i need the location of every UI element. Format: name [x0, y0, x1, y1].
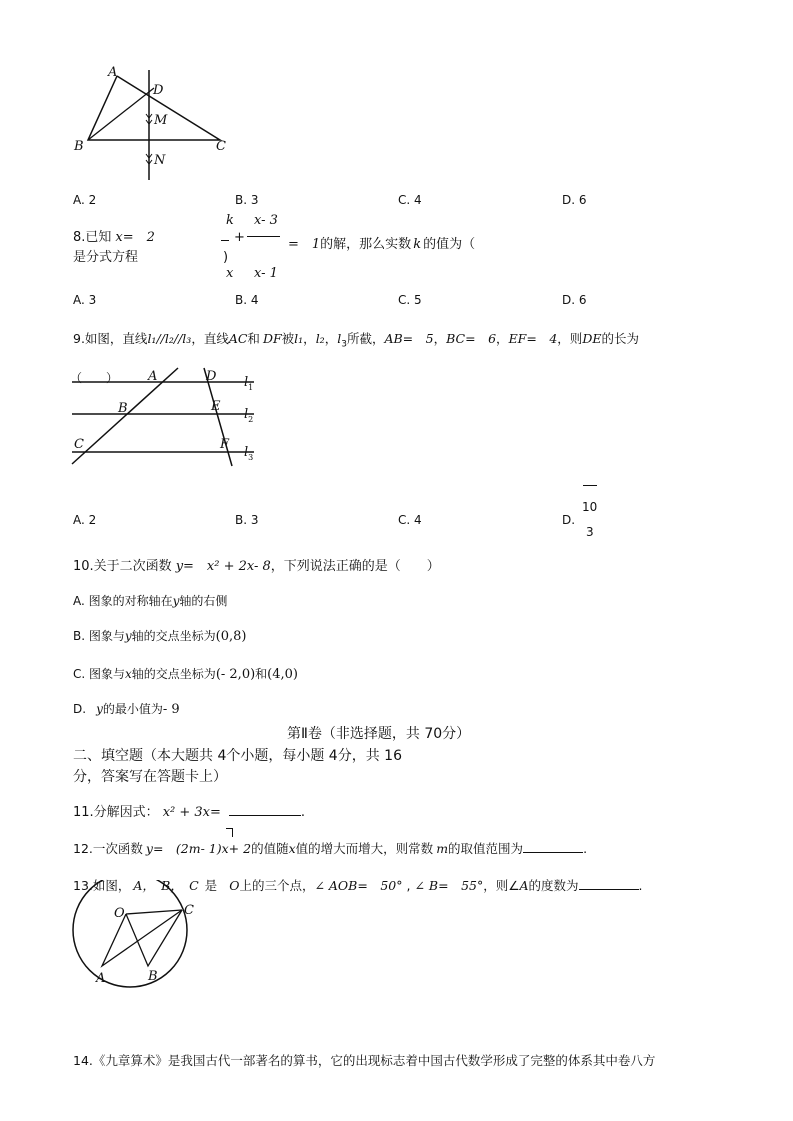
q12-bracket-mark — [226, 828, 233, 837]
label-o: O — [114, 906, 125, 921]
q10-eq: y= x² + 2x- 8 — [175, 559, 271, 574]
label-d: D — [153, 83, 164, 98]
q9-stem — [73, 329, 639, 350]
q9-frac-num: 10 — [582, 500, 598, 514]
q8-num-x3: x- 3 — [254, 213, 278, 228]
q9-option-a: A. 2 — [73, 513, 97, 527]
q8-tail-k: k — [413, 237, 422, 252]
q11 — [73, 801, 305, 820]
q10-d-y: y — [96, 702, 103, 716]
label-a: A — [148, 369, 158, 384]
q10-a-y: y — [172, 594, 180, 608]
q9-option-d: D. — [562, 513, 576, 527]
q9-option-b: B. 3 — [235, 513, 259, 527]
q12-dot: . — [583, 841, 588, 856]
q9-l1: l₁ — [294, 331, 304, 346]
q12-m: m — [436, 841, 449, 856]
q8-eq1: = 1 — [288, 237, 321, 252]
q10-c-pt2: (4,0) — [267, 667, 298, 682]
q11-text: 11.分解因式： — [73, 805, 159, 820]
q10-c-1: C. 图象与 — [73, 667, 126, 681]
q13-on: 上的三个点， — [239, 878, 315, 893]
q9-ze: ，则 — [557, 331, 583, 346]
q8-frac-bar-2 — [247, 236, 280, 237]
q10-c-x: x — [125, 667, 132, 681]
q9-lines: l₁//l₂//l₃ — [147, 331, 192, 346]
q13-then: ，则∠ — [483, 878, 520, 893]
q10-c-pt1: (- 2,0) — [215, 667, 256, 682]
label-d: D — [206, 369, 217, 384]
q9-comma2: ， — [324, 331, 338, 346]
q9-l3-sub: 3 — [341, 339, 347, 350]
q8-option-c: C. 5 — [398, 293, 422, 307]
section2-line2: 分，答案写在答题卡上） — [73, 769, 227, 785]
q12 — [73, 839, 587, 857]
q8-frac-bar-1 — [221, 240, 229, 241]
label-paren: （ ） — [70, 371, 119, 385]
triangle-figure-q7 — [70, 62, 240, 182]
parallel-lines-figure-q9 — [68, 362, 268, 472]
q9-comma4: ， — [496, 331, 509, 346]
q9-de: DE — [582, 331, 602, 346]
q10-b-pt: (0,8) — [215, 629, 247, 644]
q10-stem — [73, 555, 440, 574]
q11-end: . — [300, 805, 306, 820]
q10-c-and: 和 — [255, 667, 268, 681]
q10-d-val: - 9 — [162, 702, 180, 717]
q10-a-1: A. 图象的对称轴在 — [73, 594, 173, 608]
label-l1: $l_1$ — [244, 375, 254, 392]
q9-frac-den: 3 — [586, 525, 594, 539]
q8-x-eq: x= 2 — [115, 230, 155, 245]
label-c: C — [216, 139, 226, 154]
q8-equals — [288, 233, 475, 252]
q9-comma1: ， — [303, 331, 316, 346]
label-a: A — [96, 971, 106, 986]
q8-paren-close: ) — [223, 250, 229, 265]
section2-line1: 二、填空题（本大题共 4个小题，每小题 4分，共 16 — [73, 748, 402, 764]
q8-prefix — [73, 226, 155, 245]
q9-bei: 被 — [281, 331, 295, 346]
q9-cut: 所截， — [346, 331, 385, 346]
label-e: E — [211, 399, 221, 414]
q11-answer-blank[interactable] — [229, 803, 301, 816]
q9-frac-topbar — [583, 485, 597, 486]
q8-tail-b: 的值为（ — [423, 237, 476, 252]
q12-expr: y= (2m- 1)x+ 2 — [145, 841, 252, 856]
q8-option-a: A. 3 — [73, 293, 97, 307]
q10-option-c — [73, 665, 298, 682]
q7-option-b: B. 3 — [235, 193, 259, 207]
q9-df: DF — [262, 331, 282, 346]
q13-lead: 13.如图， — [73, 878, 131, 893]
q8-plus: + — [234, 230, 245, 245]
q12-answer-blank[interactable] — [523, 840, 583, 853]
q13-o: O — [229, 878, 240, 893]
q12-mid: 的值随 — [251, 841, 289, 856]
q12-end: 的取值范围为 — [448, 841, 524, 856]
q13-answer-blank[interactable] — [579, 877, 639, 890]
q10-lead: 10.关于二次函数 — [73, 559, 172, 574]
q9-ab: AB= 5 — [384, 331, 434, 346]
q9-ef: EF= 4 — [508, 331, 558, 346]
q7-option-d: D. 6 — [562, 193, 587, 207]
q10-tail: ，下列说法正确的是（ ） — [270, 559, 440, 574]
q8-den-x: x — [226, 266, 234, 281]
q10-option-d — [73, 700, 180, 717]
q10-b-y: y — [124, 629, 132, 643]
q8-option-d: D. 6 — [562, 293, 587, 307]
q7-option-c: C. 4 — [398, 193, 422, 207]
label-l3: $l_3$ — [244, 445, 254, 462]
q9-option-c: C. 4 — [398, 513, 422, 527]
q10-c-2: 轴的交点坐标为 — [131, 667, 216, 681]
q13-comma: , — [406, 878, 411, 893]
label-l2: $l_2$ — [244, 407, 254, 424]
section-title: 第Ⅱ卷（非选择题，共 70分） — [287, 726, 471, 742]
q13-aob: ∠ AOB= 50° — [314, 878, 403, 893]
label-c: C — [74, 437, 84, 452]
label-c: C — [184, 903, 194, 918]
q8-tail-a: 的解，那么实数 — [320, 237, 412, 252]
q13-pts: A， B， C — [133, 878, 199, 893]
q13-dot: . — [638, 878, 643, 893]
q10-d-2: 的最小值为 — [102, 702, 163, 716]
q7-option-a: A. 2 — [73, 193, 97, 207]
q11-expr: x² + 3x= — [162, 805, 221, 820]
q8-line2: 是分式方程 — [73, 250, 139, 265]
q12-lead: 12.一次函数 — [73, 841, 143, 856]
q8-den-x1: x- 1 — [254, 266, 278, 281]
q10-a-2: 轴的右侧 — [179, 594, 228, 608]
q9-ac: AC — [228, 331, 248, 346]
q14: 14.《九章算术》是我国古代一部著名的算书，它的出现标志着中国古代数学形成了完整的体系其中卷八方 — [73, 1053, 656, 1068]
q9-bc: BC= 6 — [446, 331, 497, 346]
label-a: A — [108, 65, 118, 80]
q10-option-b — [73, 627, 247, 644]
label-m: M — [154, 113, 168, 128]
label-f: F — [220, 437, 230, 452]
q9-l3: l — [337, 331, 342, 346]
circle-figure-q13 — [66, 880, 206, 990]
q9-end: 的长为 — [601, 331, 639, 346]
q8-lead: 8.已知 — [73, 230, 112, 245]
q13-is: 是 — [204, 878, 218, 893]
q8-num-k: k — [226, 213, 234, 228]
q10-b-1: B. 图象与 — [73, 629, 125, 643]
label-b: B — [118, 401, 128, 416]
label-n: N — [154, 153, 166, 168]
q9-l2: l₂ — [315, 331, 325, 346]
label-b: B — [74, 139, 84, 154]
q13-b: ∠ B= 55° — [414, 878, 484, 893]
q13-a: A — [519, 878, 529, 893]
q13-end: 的度数为 — [528, 878, 579, 893]
q12-x: x — [288, 841, 296, 856]
q8-option-b: B. 4 — [235, 293, 259, 307]
q9-he: 和 — [247, 331, 260, 346]
label-b: B — [148, 969, 158, 984]
q9-lead: 9.如图，直线 — [73, 331, 148, 346]
q10-d-1: D. — [73, 702, 87, 716]
q12-mid2: 值的增大而增大，则常数 — [295, 841, 434, 856]
q10-b-2: 轴的交点坐标为 — [131, 629, 216, 643]
q9-mid1: ，直线 — [191, 331, 229, 346]
q10-option-a — [73, 592, 227, 609]
q9-comma3: ， — [433, 331, 447, 346]
